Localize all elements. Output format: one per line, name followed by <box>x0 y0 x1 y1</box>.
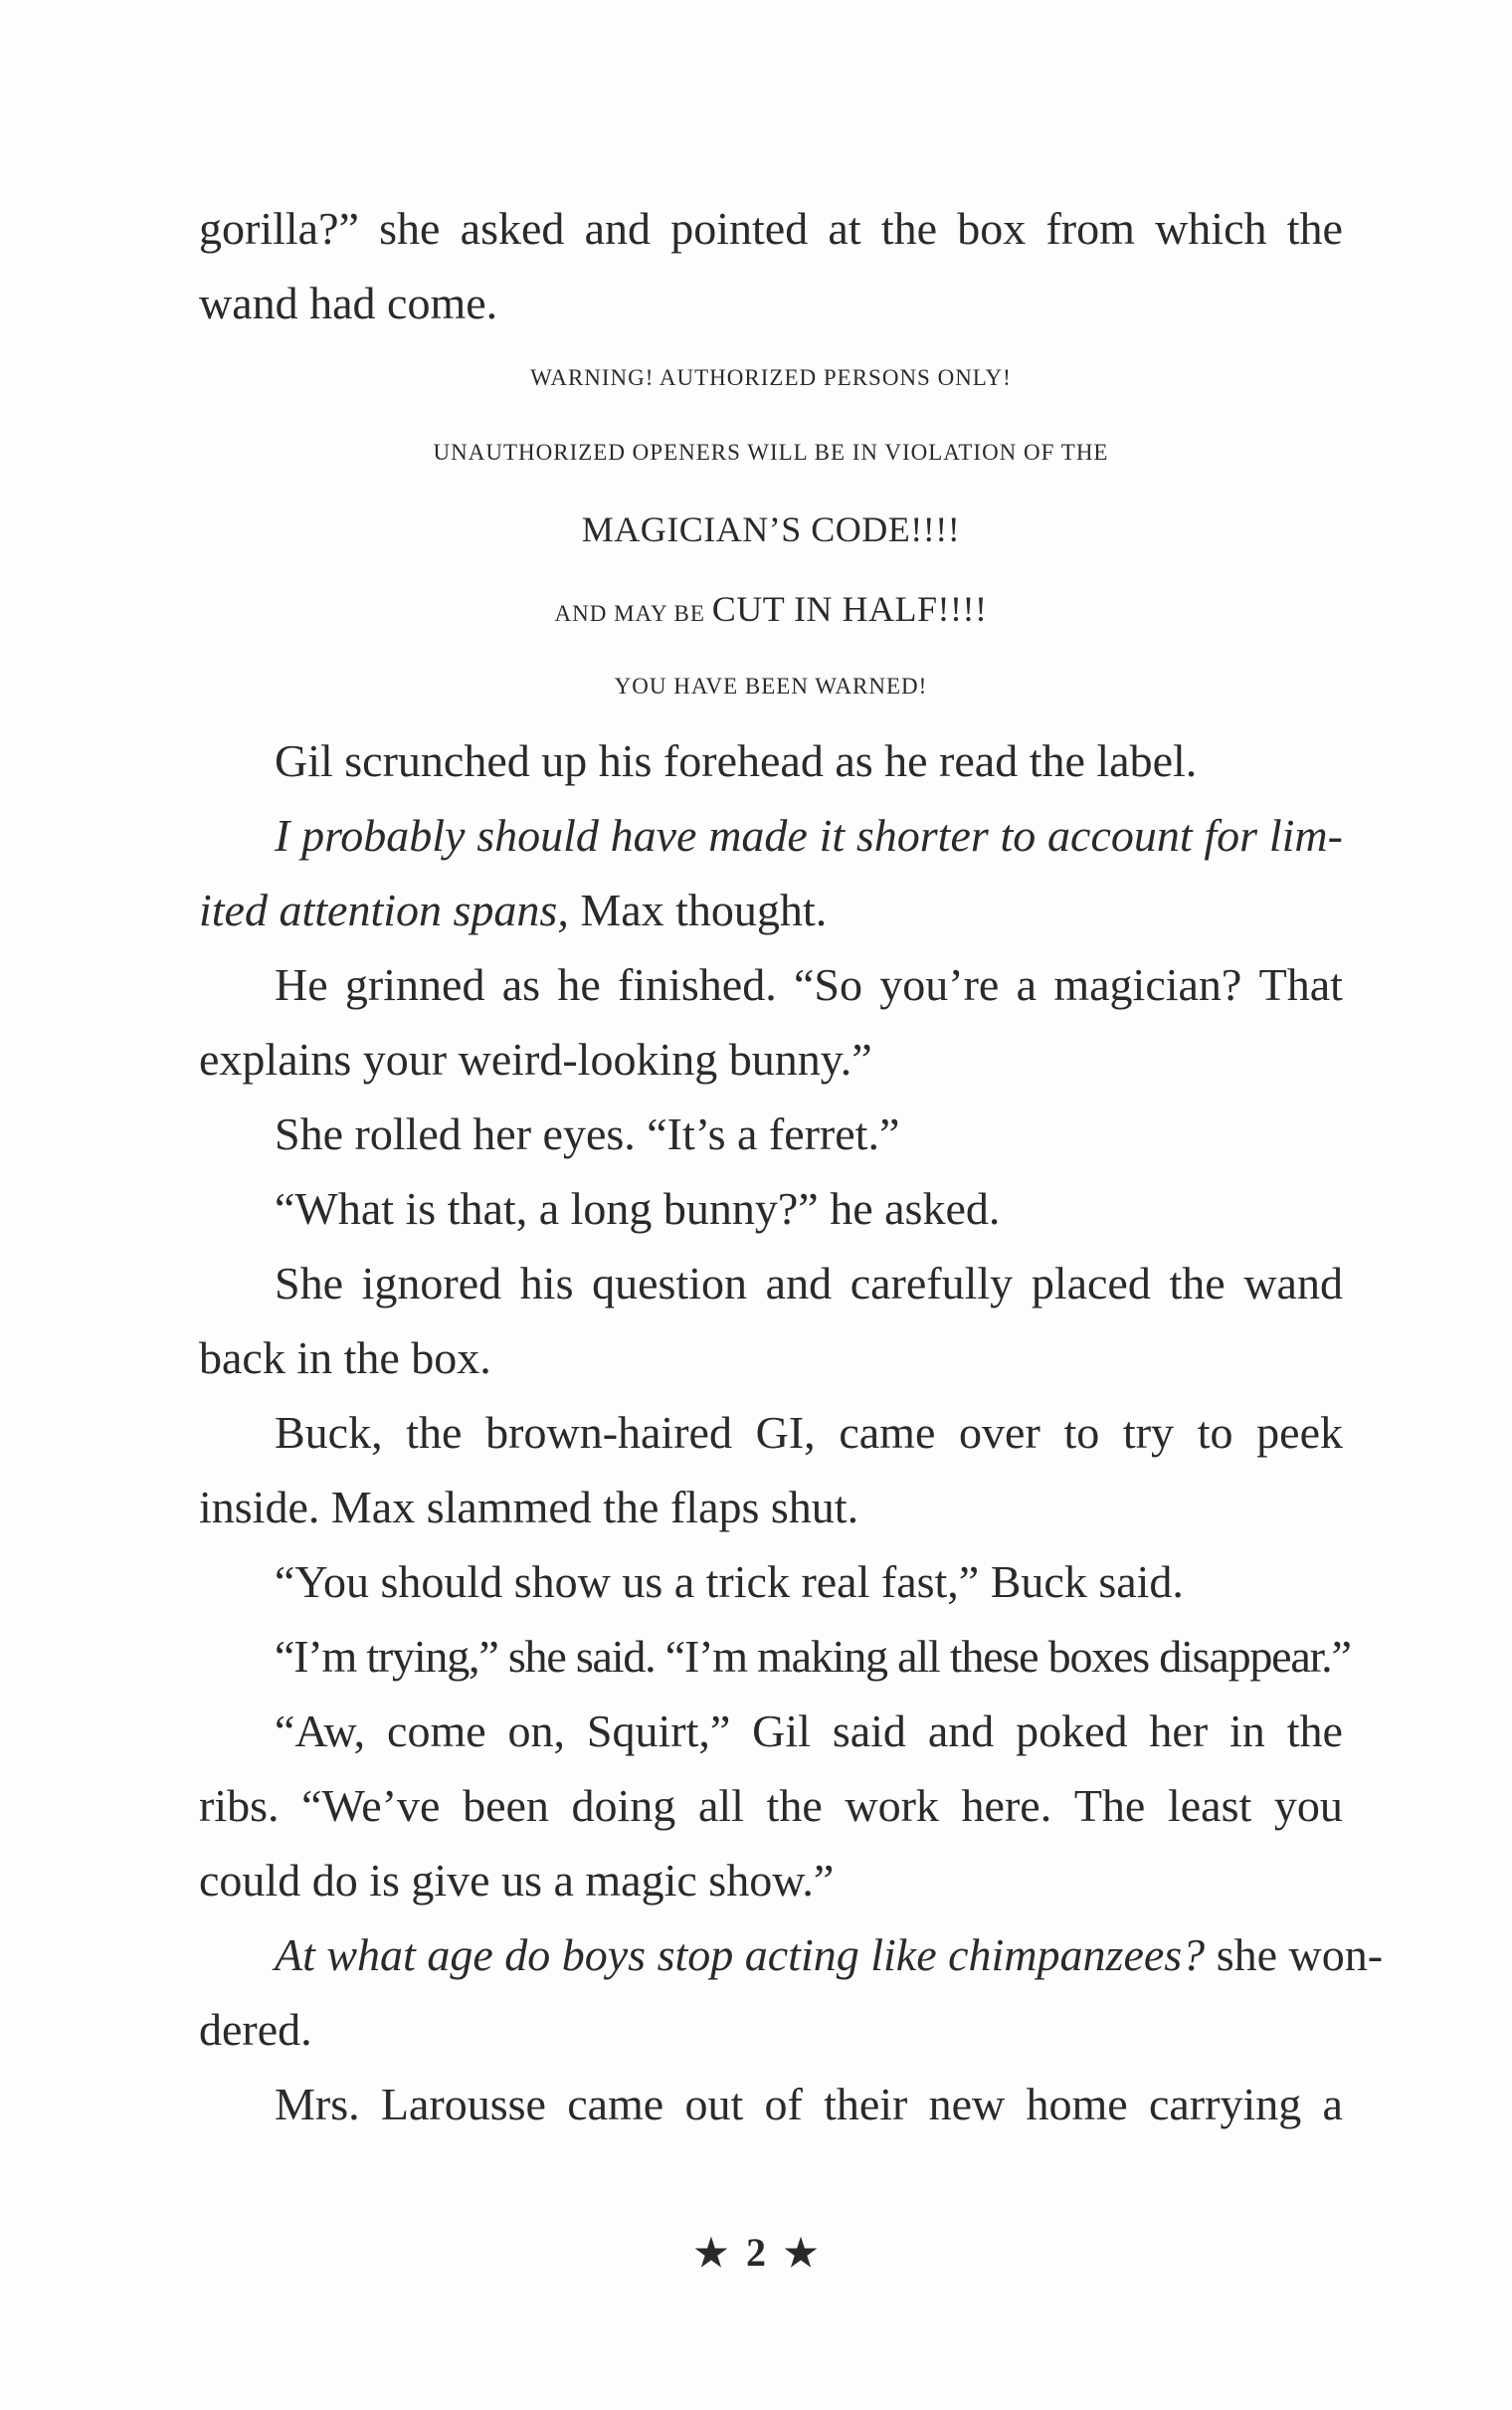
text-line-content: explains your weird-looking bunny.” <box>199 1034 872 1085</box>
word: should <box>476 810 599 861</box>
word: in <box>1229 1706 1265 1756</box>
word: lim- <box>1268 810 1343 861</box>
word: GI, <box>755 1407 816 1458</box>
word: home <box>1026 2079 1128 2129</box>
word: doing <box>571 1780 676 1831</box>
text-line <box>199 1171 1343 1246</box>
word: which <box>1155 203 1267 254</box>
word: Larousse <box>380 2079 546 2129</box>
word: as <box>501 959 541 1010</box>
word: over <box>959 1407 1040 1458</box>
box-label-violation: UNAUTHORIZED OPENERS WILL BE IN VIOLATION OF THE <box>433 440 1109 465</box>
word: poked <box>1016 1706 1128 1756</box>
text-line <box>199 1768 1343 1843</box>
text-line-content: she won- <box>1205 1929 1384 1980</box>
text-line <box>199 266 1343 340</box>
word: That <box>1258 959 1343 1010</box>
word: it <box>819 810 846 861</box>
word: you’re <box>879 959 1000 1010</box>
word: at <box>828 203 861 254</box>
word: he <box>557 959 601 1010</box>
word: magician? <box>1053 959 1242 1010</box>
word: I <box>275 810 290 861</box>
box-label-code: MAGICIAN’S CODE!!!! <box>581 509 961 549</box>
word: shorter <box>855 810 989 861</box>
word: the <box>1286 203 1343 254</box>
text-line <box>199 1320 1343 1395</box>
word: you <box>1273 1780 1343 1831</box>
word: said <box>832 1706 906 1756</box>
page-number: 2 <box>746 2230 766 2275</box>
word: the <box>1169 1258 1226 1308</box>
word: on, <box>507 1706 566 1756</box>
text-line-content: dered. <box>199 2004 312 2055</box>
word: ignored <box>361 1258 502 1308</box>
word: The <box>1073 1780 1146 1831</box>
word: new <box>928 2079 1006 2129</box>
text-line-content: inside. Max slammed the flaps shut. <box>199 1482 859 1532</box>
text-line <box>199 1694 1343 1768</box>
word: her <box>1149 1706 1209 1756</box>
word: least <box>1167 1780 1252 1831</box>
word: box <box>957 203 1027 254</box>
word: their <box>824 2079 908 2129</box>
star-icon: ★ <box>693 2233 728 2275</box>
text-line-content: Max thought. <box>568 885 828 935</box>
word: a <box>1322 2079 1343 2129</box>
word: of <box>764 2079 803 2129</box>
text-line <box>199 873 1343 947</box>
body-text <box>199 191 1384 2141</box>
word: to <box>1197 1407 1233 1458</box>
word: He <box>275 959 328 1010</box>
star-icon: ★ <box>784 2233 819 2275</box>
word: come <box>387 1706 486 1756</box>
box-label-warned: YOU HAVE BEEN WARNED! <box>614 674 928 699</box>
text-line <box>199 798 1343 873</box>
text-line-content: “You should show us a trick real fast,” Buck said. <box>275 1556 1184 1607</box>
word: question <box>592 1258 748 1308</box>
word: came <box>839 1407 936 1458</box>
box-label-cut <box>199 569 1343 649</box>
word: carefully <box>850 1258 1014 1308</box>
italic-thought: ited attention spans, <box>199 885 569 935</box>
text-line-content: “I’m trying,” she said. “I’m making all these boxes disappear.” <box>275 1631 1351 1682</box>
word: asked <box>460 203 565 254</box>
word: the <box>406 1407 463 1458</box>
word: carrying <box>1148 2079 1302 2129</box>
word: She <box>275 1258 343 1308</box>
box-label-cut-small: AND MAY BE <box>554 601 705 626</box>
italic-thought: At what age do boys stop acting like chimpanzees? <box>275 1929 1206 1980</box>
word: Mrs. <box>275 2079 360 2129</box>
word: and <box>765 1258 833 1308</box>
text-line <box>199 2067 1343 2141</box>
box-label-cut-big: CUT IN HALF!!!! <box>711 589 988 629</box>
text-line <box>199 947 1343 1022</box>
text-line <box>199 191 1343 266</box>
word: to <box>1000 810 1037 861</box>
word: the <box>766 1780 823 1831</box>
word: his <box>519 1258 574 1308</box>
word: for <box>1204 810 1258 861</box>
word: and <box>584 203 652 254</box>
word: “We’ve <box>301 1780 441 1831</box>
word: ribs. <box>199 1780 280 1831</box>
word: gorilla?” <box>199 203 359 254</box>
word: here. <box>961 1780 1052 1831</box>
word: have <box>610 810 697 861</box>
word: the <box>1286 1706 1343 1756</box>
word: to <box>1063 1407 1100 1458</box>
text-line <box>199 1246 1343 1320</box>
text-line <box>199 1470 1343 1544</box>
word: Squirt,” <box>586 1706 731 1756</box>
word: brown-haired <box>485 1407 732 1458</box>
word: “Aw, <box>275 1706 366 1756</box>
word: Gil <box>752 1706 811 1756</box>
page-footer <box>0 2229 1512 2276</box>
word: account <box>1047 810 1193 861</box>
text-line-content: Gil scrunched up his forehead as he read the label. <box>275 735 1198 786</box>
text-line-content: “What is that, a long bunny?” he asked. <box>275 1183 1001 1234</box>
text-line-content: could do is give us a magic show.” <box>199 1855 835 1906</box>
text-line <box>199 1917 1384 1992</box>
box-label-warning: WARNING! AUTHORIZED PERSONS ONLY! <box>530 365 1012 390</box>
word: wand <box>1243 1258 1343 1308</box>
text-line <box>199 1395 1343 1470</box>
text-line <box>199 1097 1343 1171</box>
text-line <box>199 1619 1351 1694</box>
word: came <box>567 2079 664 2129</box>
word: placed <box>1031 1258 1151 1308</box>
word: made <box>708 810 808 861</box>
text-line <box>199 1022 1343 1097</box>
word: pointed <box>670 203 809 254</box>
word: peek <box>1256 1407 1343 1458</box>
text-line <box>199 723 1343 798</box>
word: and <box>927 1706 995 1756</box>
word: try <box>1122 1407 1175 1458</box>
word: been <box>463 1780 549 1831</box>
word: probably <box>301 810 466 861</box>
word: work <box>845 1780 939 1831</box>
word: a <box>1016 959 1038 1010</box>
text-line <box>199 1992 1343 2067</box>
word: from <box>1045 203 1135 254</box>
word: she <box>379 203 441 254</box>
word: out <box>684 2079 744 2129</box>
text-line-content: She rolled her eyes. “It’s a ferret.” <box>275 1108 900 1159</box>
text-line <box>199 1544 1343 1619</box>
word: finished. <box>618 959 777 1010</box>
word: all <box>697 1780 744 1831</box>
text-line-content: wand had come. <box>199 278 498 328</box>
word: the <box>880 203 938 254</box>
text-line-content: back in the box. <box>199 1332 491 1383</box>
word: grinned <box>344 959 485 1010</box>
word: Buck, <box>275 1407 383 1458</box>
text-line <box>199 1843 1343 1917</box>
word: “So <box>794 959 863 1010</box>
